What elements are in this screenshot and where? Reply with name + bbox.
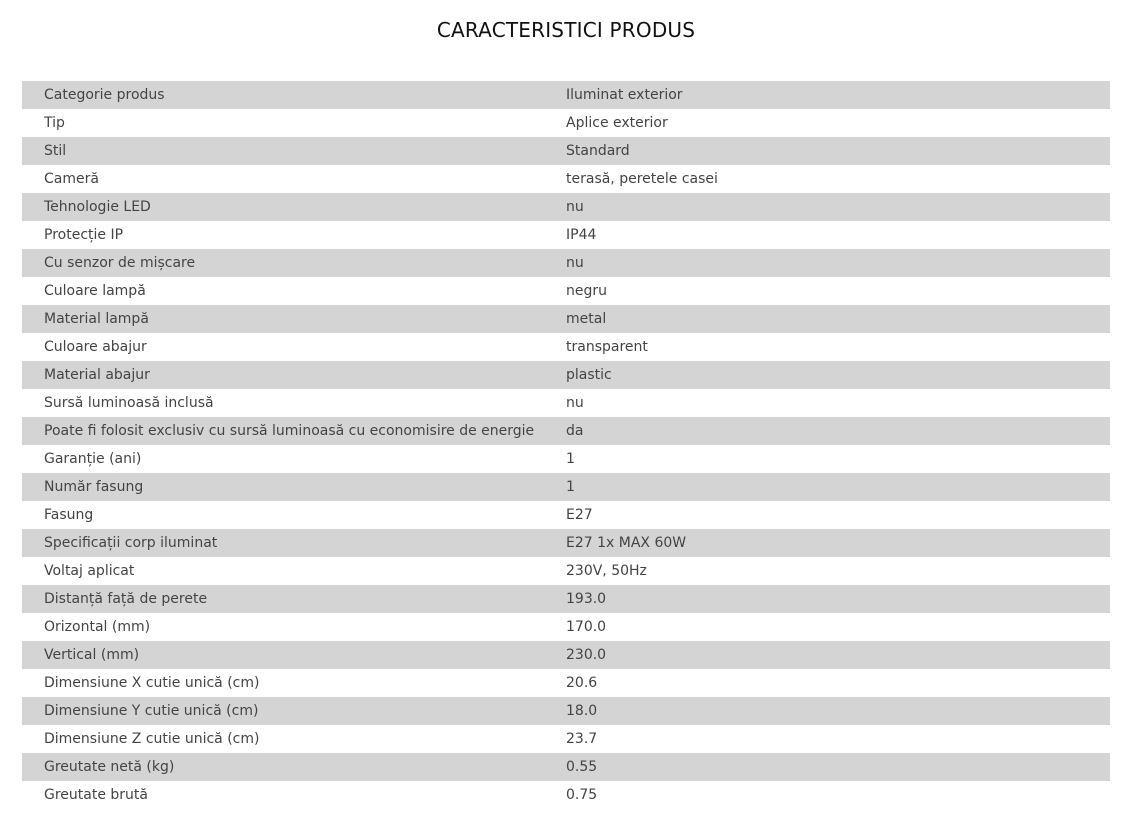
spec-value: 1 [566,445,1110,473]
spec-row [22,641,1110,669]
spec-value: nu [566,193,1110,221]
spec-value: 230V, 50Hz [566,557,1110,585]
spec-row [22,753,1110,781]
spec-row [22,445,1110,473]
specs-table-body [22,81,1110,809]
spec-value: plastic [566,361,1110,389]
spec-value: Aplice exterior [566,109,1110,137]
spec-value: 18.0 [566,697,1110,725]
spec-property: Fasung [22,501,566,529]
product-specs-table [22,81,1110,809]
spec-property: Cameră [22,165,566,193]
spec-value: IP44 [566,221,1110,249]
spec-row [22,781,1110,809]
spec-property: Tehnologie LED [22,193,566,221]
spec-property: Material abajur [22,361,566,389]
spec-row [22,81,1110,109]
spec-property: Poate fi folosit exclusiv cu sursă luminoasă cu economisire de energie [22,417,566,445]
spec-value: transparent [566,333,1110,361]
spec-row [22,501,1110,529]
spec-property: Greutate netă (kg) [22,753,566,781]
spec-property: Culoare lampă [22,277,566,305]
spec-value: 230.0 [566,641,1110,669]
spec-property: Cu senzor de mișcare [22,249,566,277]
spec-row [22,529,1110,557]
spec-value: 193.0 [566,585,1110,613]
spec-property: Vertical (mm) [22,641,566,669]
spec-value: da [566,417,1110,445]
spec-row [22,249,1110,277]
spec-value: 20.6 [566,669,1110,697]
spec-value: 170.0 [566,613,1110,641]
spec-property: Garanție (ani) [22,445,566,473]
spec-property: Material lampă [22,305,566,333]
spec-row [22,137,1110,165]
spec-row [22,585,1110,613]
spec-row [22,333,1110,361]
spec-property: Dimensiune X cutie unică (cm) [22,669,566,697]
spec-value: 0.55 [566,753,1110,781]
spec-value: 0.75 [566,781,1110,809]
spec-property: Tip [22,109,566,137]
spec-value: nu [566,389,1110,417]
spec-property: Culoare abajur [22,333,566,361]
spec-value: metal [566,305,1110,333]
spec-value: E27 1x MAX 60W [566,529,1110,557]
spec-property: Dimensiune Y cutie unică (cm) [22,697,566,725]
spec-value: E27 [566,501,1110,529]
spec-row [22,221,1110,249]
spec-property: Sursă luminoasă inclusă [22,389,566,417]
spec-row [22,165,1110,193]
spec-property: Dimensiune Z cutie unică (cm) [22,725,566,753]
spec-property: Categorie produs [22,81,566,109]
spec-property: Specificații corp iluminat [22,529,566,557]
spec-row [22,557,1110,585]
spec-value: terasă, peretele casei [566,165,1110,193]
spec-value: 1 [566,473,1110,501]
spec-row [22,473,1110,501]
spec-value: nu [566,249,1110,277]
spec-property: Protecție IP [22,221,566,249]
spec-property: Număr fasung [22,473,566,501]
spec-row [22,109,1110,137]
spec-row [22,669,1110,697]
page-title: CARACTERISTICI PRODUS [436,18,696,42]
spec-value: negru [566,277,1110,305]
spec-value: Standard [566,137,1110,165]
spec-property: Orizontal (mm) [22,613,566,641]
spec-row [22,361,1110,389]
spec-row [22,725,1110,753]
spec-row [22,697,1110,725]
spec-property: Voltaj aplicat [22,557,566,585]
spec-row [22,389,1110,417]
spec-row [22,305,1110,333]
spec-row [22,277,1110,305]
spec-property: Stil [22,137,566,165]
spec-row [22,193,1110,221]
spec-property: Distanță față de perete [22,585,566,613]
spec-row [22,613,1110,641]
spec-value: 23.7 [566,725,1110,753]
spec-property: Greutate brută [22,781,566,809]
spec-value: Iluminat exterior [566,81,1110,109]
spec-row [22,417,1110,445]
